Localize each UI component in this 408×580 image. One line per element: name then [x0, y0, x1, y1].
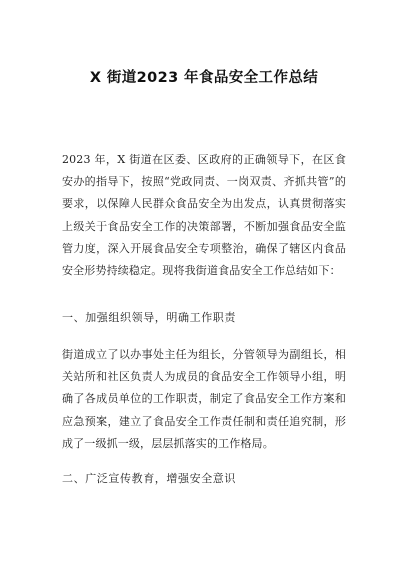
section-heading-2: 二、广泛宣传教育，增强安全意识	[62, 472, 236, 485]
section-heading-1: 一、加强组织领导，明确工作职责	[62, 311, 236, 324]
intro-paragraph: 2023 年，X 街道在区委、区政府的正确领导下，在区食安办的指导下，按照“党政同责、一岗双责、齐抓共管”的要求，以保障人民群众食品安全为出发点，认真贯彻落实上级关于食品安全工作的决策部署，不断加强食品安全监管力度，深入开展食品安全专项整治，确保了辖区内食品安全形势持续稳定。现将我街道食品安全工作总结如下：	[62, 153, 346, 278]
document-title: X 街道2023 年食品安全工作总结	[89, 70, 319, 86]
section-1-paragraph: 街道成立了以办事处主任为组长，分管领导为副组长，相关站所和社区负责人为成员的食品安全工作领导小组，明确了各成员单位的工作职责，制定了食品安全工作方案和应急预案，建立了食品安全工作责任制和责任追究制，形成了一级抓一级，层层抓落实的工作格局。	[62, 348, 346, 450]
